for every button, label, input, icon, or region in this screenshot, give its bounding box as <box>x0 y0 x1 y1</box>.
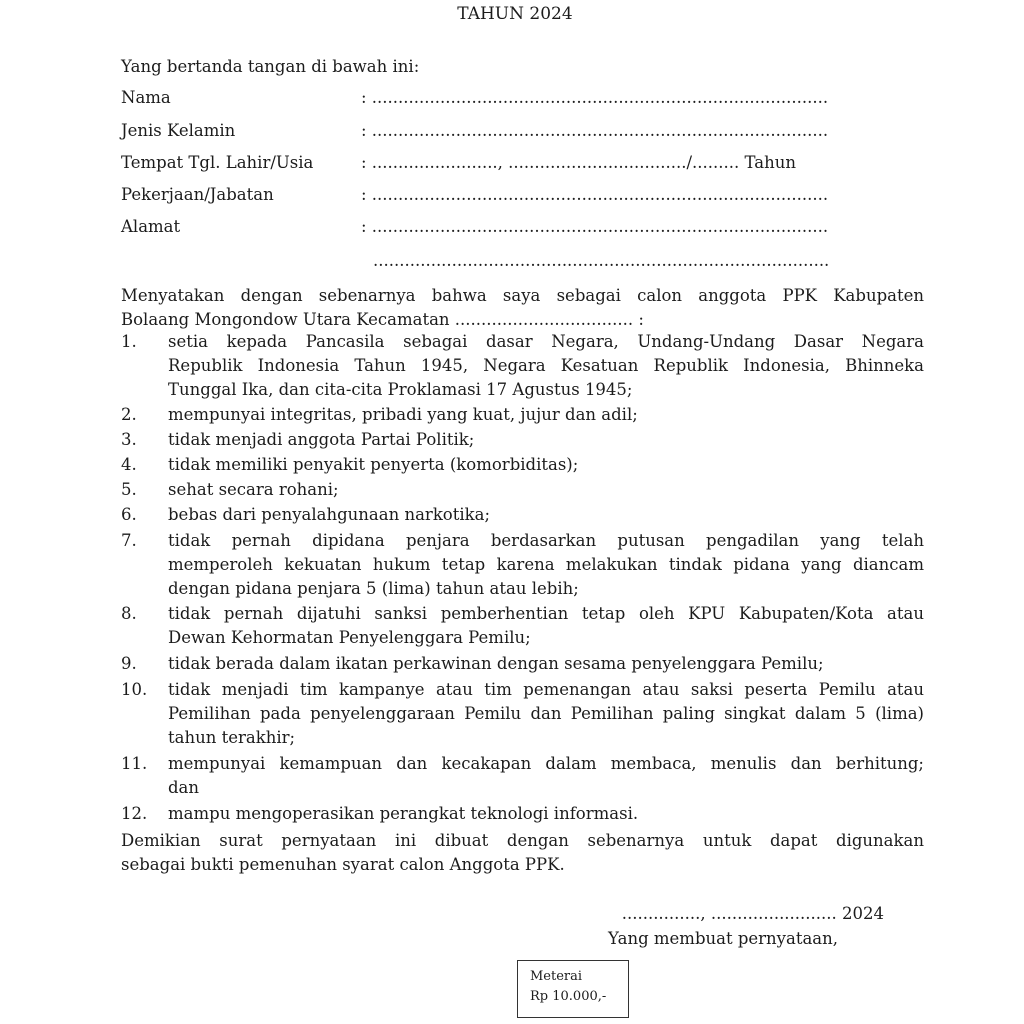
list-item-line: dengan pidana penjara 5 (lima) tahun atau lebih; <box>168 579 579 598</box>
list-item-line: mampu mengoperasikan perangkat teknologi informasi. <box>168 804 639 823</box>
field-label-tempat-tgl-lahir: Tempat Tgl. Lahir/Usia <box>121 153 314 172</box>
list-item-number: 6. <box>121 505 137 524</box>
statement-line-1: Menyatakan dengan sebenarnya bahwa saya sebagai calon anggota PPK Kabupaten <box>121 286 924 305</box>
list-item-number: 7. <box>121 531 137 550</box>
list-item-line: tidak berada dalam ikatan perkawinan dengan sesama penyelenggara Pemilu; <box>168 654 824 673</box>
field-value-alamat-line2: ....................................................................................... <box>373 251 830 270</box>
list-item-number: 5. <box>121 480 137 499</box>
field-value-pekerjaan: : ....................................................................................... <box>361 185 829 204</box>
field-value-tempat-tgl-lahir: : ........................, ................................../......... Tahun <box>361 153 796 172</box>
list-item-line: sehat secara rohani; <box>168 480 339 499</box>
list-item-line: setia kepada Pancasila sebagai dasar Negara, Undang-Undang Dasar Negara <box>168 332 924 351</box>
list-item-line: Pemilihan pada penyelenggaraan Pemilu dan Pemilihan paling singkat dalam 5 (lima) <box>168 704 924 723</box>
field-label-alamat: Alamat <box>121 217 181 236</box>
list-item-line: Tunggal Ika, dan cita-cita Proklamasi 17 Agustus 1945; <box>168 380 633 399</box>
list-item-number: 12. <box>121 804 148 823</box>
list-item-line: Republik Indonesia Tahun 1945, Negara Kesatuan Republik Indonesia, Bhinneka <box>168 356 924 375</box>
stamp-label: Meterai <box>530 969 583 984</box>
list-item-number: 10. <box>121 680 148 699</box>
field-value-jenis-kelamin: : ....................................................................................... <box>361 121 829 140</box>
list-item-line: Dewan Kehormatan Penyelenggara Pemilu; <box>168 628 531 647</box>
field-value-alamat: : ....................................................................................... <box>361 217 829 236</box>
list-item-line: dan <box>168 778 200 797</box>
list-item-number: 9. <box>121 654 137 673</box>
document-title: TAHUN 2024 <box>457 4 573 24</box>
list-item-number: 1. <box>121 332 137 351</box>
signer-label: Yang membuat pernyataan, <box>608 929 839 948</box>
stamp-amount: Rp 10.000,- <box>530 989 607 1004</box>
closing-line-2: sebagai bukti pemenuhan syarat calon Anggota PPK. <box>121 855 565 874</box>
list-item-number: 11. <box>121 754 148 773</box>
closing-line-1: Demikian surat pernyataan ini dibuat dengan sebenarnya untuk dapat digunakan <box>121 831 924 850</box>
list-item-line: memperoleh kekuatan hukum tetap karena melakukan tindak pidana yang diancam <box>168 555 924 574</box>
field-label-nama: Nama <box>121 88 171 107</box>
intro-text: Yang bertanda tangan di bawah ini: <box>121 57 420 76</box>
list-item-line: tahun terakhir; <box>168 728 296 747</box>
list-item-number: 8. <box>121 604 137 623</box>
list-item-line: tidak menjadi tim kampanye atau tim pemenangan atau saksi peserta Pemilu atau <box>168 680 924 699</box>
list-item-line: tidak pernah dijatuhi sanksi pemberhentian tetap oleh KPU Kabupaten/Kota atau <box>168 604 924 623</box>
list-item-line: tidak memiliki penyakit penyerta (komorbiditas); <box>168 455 579 474</box>
list-item-number: 2. <box>121 405 137 424</box>
list-item-line: tidak pernah dipidana penjara berdasarkan putusan pengadilan yang telah <box>168 531 924 550</box>
list-item-line: mempunyai kemampuan dan kecakapan dalam membaca, menulis dan berhitung; <box>168 754 924 773</box>
list-item-number: 4. <box>121 455 137 474</box>
list-item-line: tidak menjadi anggota Partai Politik; <box>168 430 475 449</box>
list-item-line: mempunyai integritas, pribadi yang kuat, jujur dan adil; <box>168 405 638 424</box>
field-label-pekerjaan: Pekerjaan/Jabatan <box>121 185 274 204</box>
statement-line-2: Bolaang Mongondow Utara Kecamatan .................................. : <box>121 310 644 329</box>
list-item-line: bebas dari penyalahgunaan narkotika; <box>168 505 491 524</box>
field-label-jenis-kelamin: Jenis Kelamin <box>121 121 236 140</box>
field-value-nama: : ....................................................................................... <box>361 88 829 107</box>
list-item-number: 3. <box>121 430 137 449</box>
place-date: ..............., ........................ 2024 <box>621 904 884 923</box>
meterai-stamp-box <box>517 960 629 1018</box>
